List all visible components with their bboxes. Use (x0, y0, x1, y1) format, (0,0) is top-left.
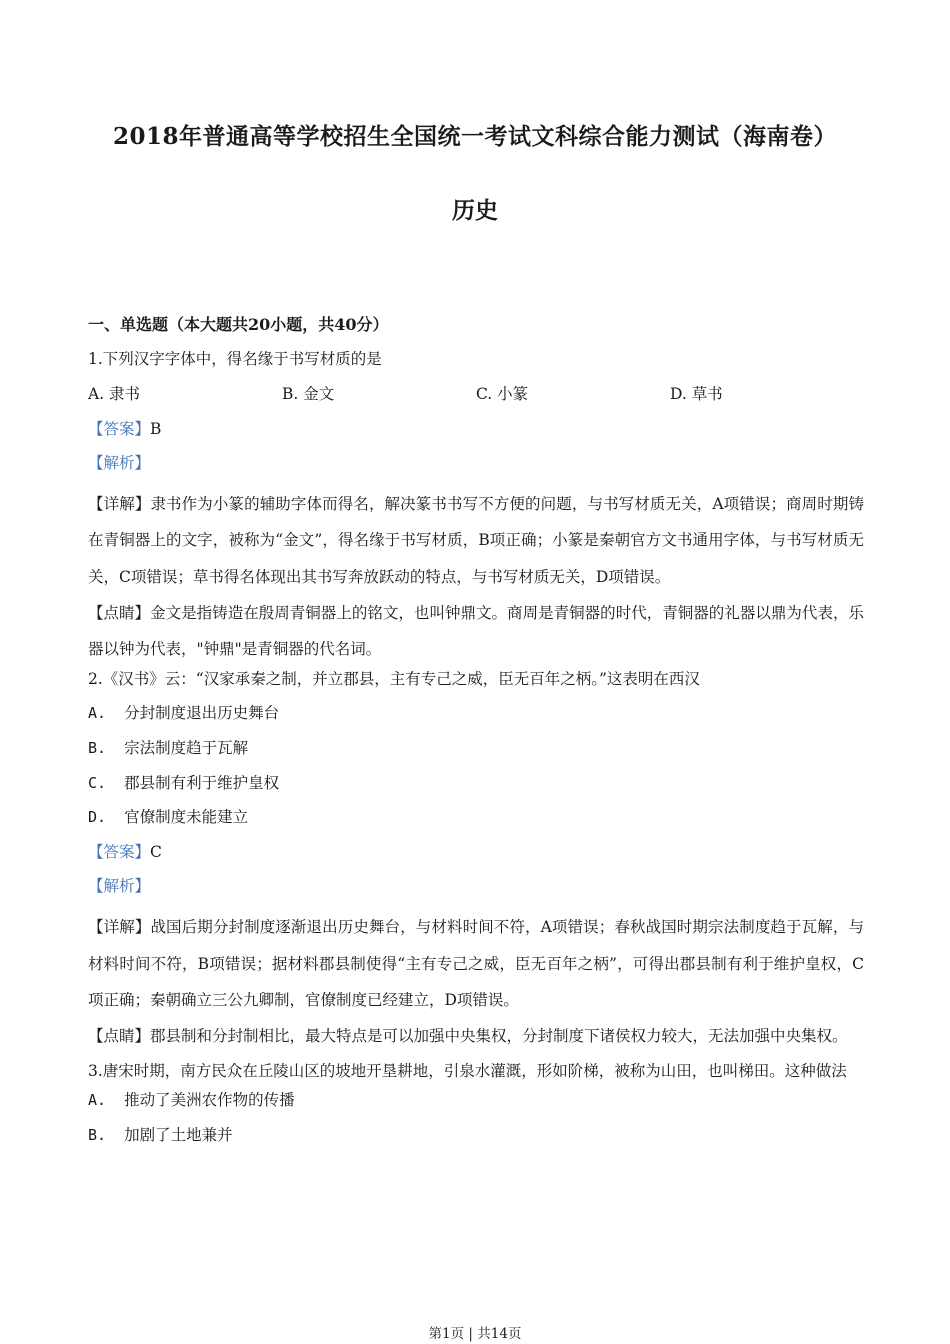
question-2-stem: 2.《汉书》云：“汉家承秦之制，并立郡县，主有专己之威，臣无百年之柄。”这表明在西汉 (88, 669, 700, 688)
option-text: 郡县制有利于维护皇权 (124, 773, 280, 792)
subject-title: 历史 (452, 197, 498, 224)
question-3-option-b (88, 1123, 864, 1158)
comment-label: 【点睛】 (88, 603, 151, 622)
option-text: 加剧了土地兼并 (124, 1125, 233, 1144)
question-2-option-d (88, 805, 864, 840)
question-2-option-a (88, 701, 864, 736)
comment-text: 郡县制和分封制相比，最大特点是可以加强中央集权，分封制度下诸侯权力较大，无法加强中央集权。 (150, 1026, 848, 1045)
detail-label: 【详解】 (88, 494, 151, 513)
answer-label: 【答案】 (88, 419, 151, 438)
question-content (88, 313, 864, 1157)
question-1-detail (88, 486, 864, 596)
question-1-option-c: C. 小篆 (476, 384, 529, 403)
question-2-answer (88, 840, 864, 875)
question-1-option-a: A. 隶书 (88, 384, 141, 403)
question-3-option-a (88, 1088, 864, 1123)
answer-value: B (150, 419, 162, 438)
detail-text: 战国后期分封制度逐渐退出历史舞台，与材料时间不符，A项错误；春秋战国时期宗法制度趋于瓦解，与材料时间不符，B项错误；据材料郡县制使得“主有专己之威，臣无百年之柄”，可得出郡县制有利于维护皇权，C项正确；秦朝确立三公九卿制，官僚制度已经建立，D项错误。 (88, 917, 864, 1010)
question-1-answer (88, 417, 864, 452)
option-letter: B. (88, 738, 107, 757)
option-letter: B. (88, 1125, 107, 1144)
option-letter: C. (88, 773, 107, 792)
question-2-option-c (88, 771, 864, 806)
question-1-option-b: B. 金文 (282, 384, 335, 403)
option-text: 宗法制度趋于瓦解 (124, 738, 249, 757)
question-1-option-d: D. 草书 (670, 384, 723, 403)
option-text: 推动了美洲农作物的传播 (124, 1091, 295, 1110)
question-1-options (88, 382, 864, 417)
option-text: 分封制度退出历史舞台 (124, 704, 280, 723)
question-3-stem: 3.唐宋时期，南方民众在丘陵山区的坡地开垦耕地，引泉水灌溉，形如阶梯，被称为山田，也叫梯田。这种做法 (88, 1062, 847, 1081)
option-letter: A. (88, 704, 107, 723)
comment-label: 【点睛】 (88, 1026, 151, 1045)
document-title: 2018年普通高等学校招生全国统一考试文科综合能力测试（海南卷） (112, 123, 837, 150)
answer-label: 【答案】 (88, 842, 151, 861)
question-1-stem: 1.下列汉字字体中，得名缘于书写材质的是 (88, 350, 382, 368)
question-2-detail (88, 909, 864, 1019)
detail-label: 【详解】 (88, 917, 151, 936)
option-text: 官僚制度未能建立 (124, 808, 249, 827)
question-1-comment (88, 595, 864, 668)
detail-text: 隶书作为小篆的辅助字体而得名，解决篆书书写不方便的问题，与书写材质无关，A项错误；商周时期铸在青铜器上的文字，被称为“金文”，得名缘于书写材质，B项正确；小篆是秦朝官方文书通用字体，与书写材质无关，C项错误；草书得名体现出其书写奔放跃动的特点，与书写材质无关，D项错误。 (88, 494, 864, 586)
section-heading: 一、单选题（本大题共20小题，共40分） (88, 315, 389, 334)
question-1-analysis-label: 【解析】 (88, 454, 151, 473)
question-2-option-b (88, 736, 864, 771)
comment-text: 金文是指铸造在殷周青铜器上的铭文，也叫钟鼎文。商周是青铜器的时代，青铜器的礼器以鼎为代表，乐器以钟为代表，"钟鼎"是青铜器的代名词。 (88, 603, 864, 659)
question-2-comment (88, 1018, 864, 1055)
page-footer: 第1页 | 共14页 (428, 1326, 522, 1342)
option-letter: D. (88, 808, 107, 827)
question-2-analysis-label: 【解析】 (88, 877, 151, 896)
answer-value: C (150, 842, 162, 861)
option-letter: A. (88, 1091, 107, 1110)
